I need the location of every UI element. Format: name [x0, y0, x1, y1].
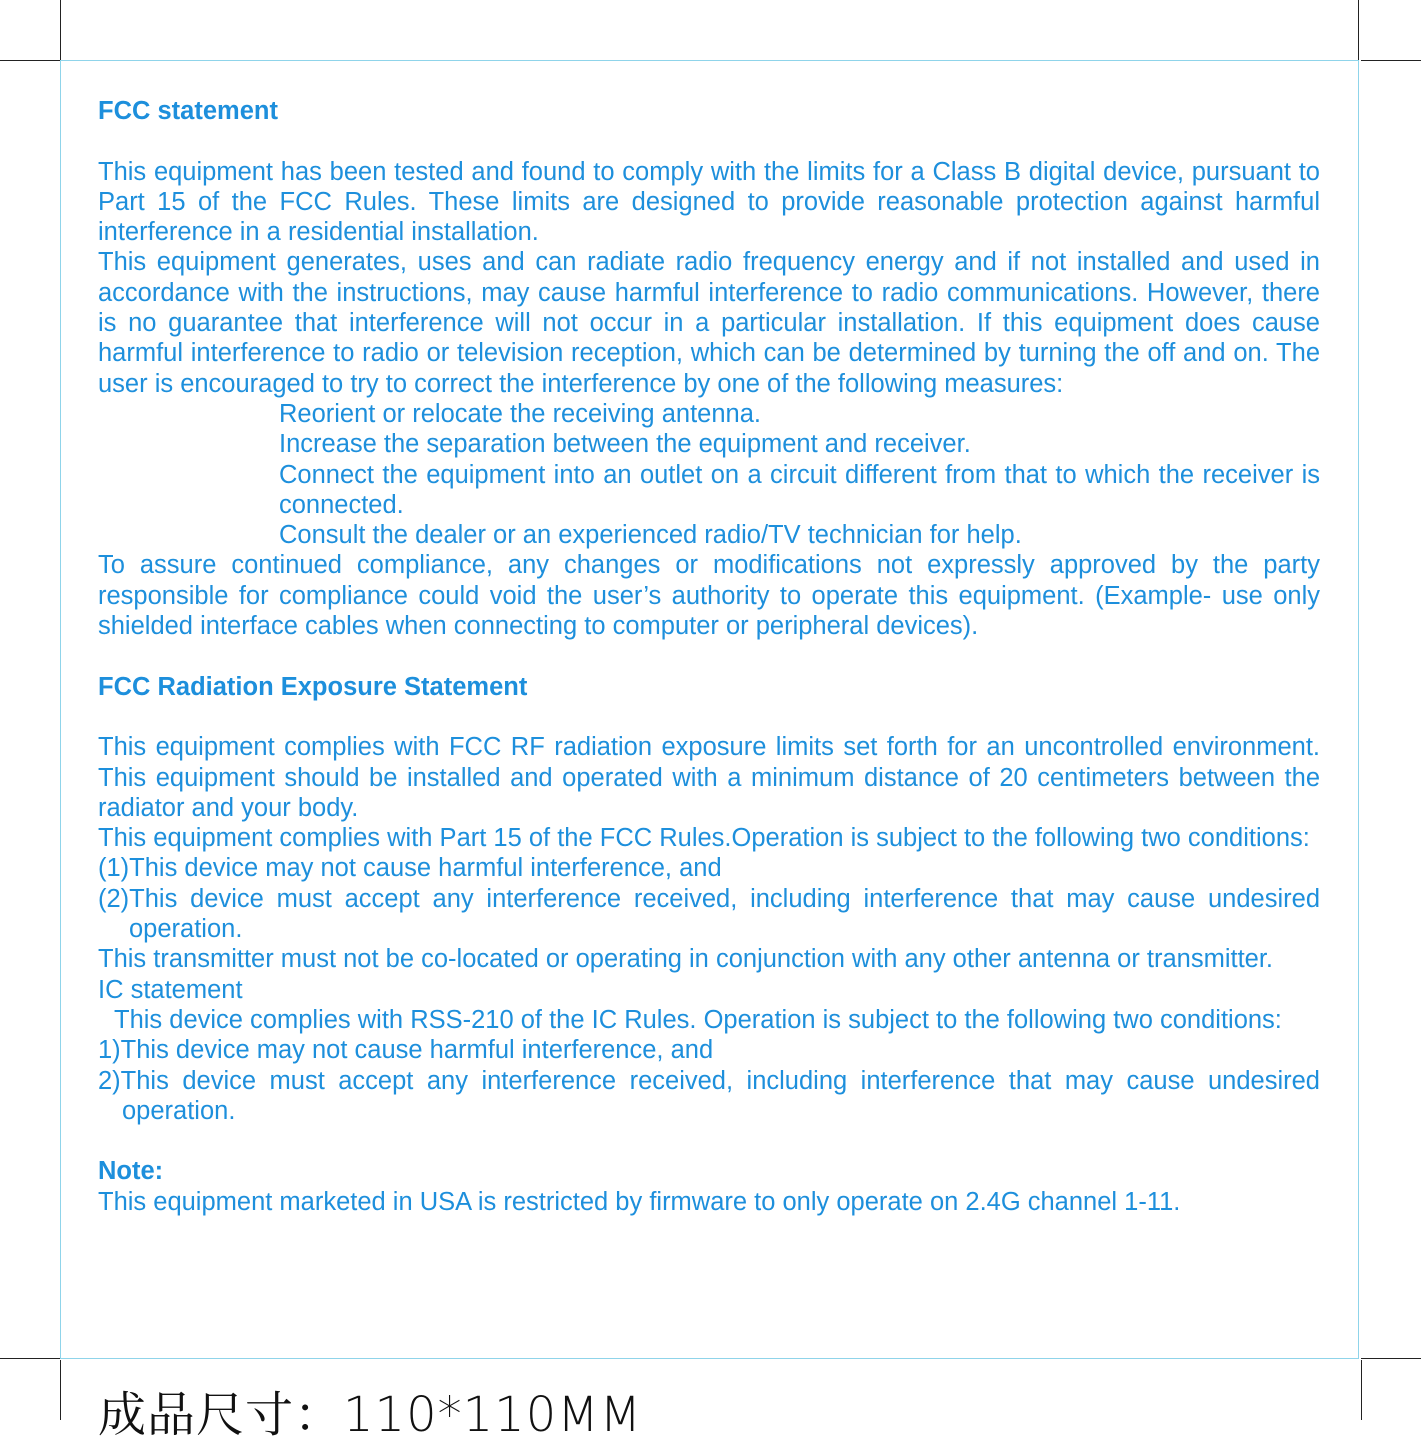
fcc-statement-paragraph: This equipment has been tested and found to comply with the limits for a Class B digital device, pursuant to Part 15 of the FCC Rules. These limits are designed to provide reasonable protection against harmful interference in a residential installation. [98, 157, 1320, 247]
crop-mark [1361, 60, 1421, 61]
measure-item: Connect the equipment into an outlet on a circuit different from that to which the receiver is connected. [279, 460, 1320, 519]
condition-item: (1)This device may not cause harmful interference, and [98, 854, 722, 883]
fcc-radiation-heading: FCC Radiation Exposure Statement [98, 672, 528, 701]
ic-statement-paragraph: This device complies with RSS-210 of the IC Rules. Operation is subject to the following two conditions: [114, 1005, 1282, 1034]
fcc-radiation-paragraph: This equipment complies with FCC RF radiation exposure limits set forth for an uncontrolled environment. This equipment should be installed and operated with a minimum distance of 20 centimeters between the radiator and your body. [98, 733, 1320, 822]
note-heading: Note: [98, 1157, 164, 1186]
measure-item: Consult the dealer or an experienced radio/TV technician for help. [279, 521, 1022, 550]
spacer [98, 702, 1320, 732]
measure-item: Reorient or relocate the receiving antenna. [279, 399, 761, 428]
condition-item: 2)This device must accept any interference received, including interference that may cause undesired operation. [98, 1066, 1320, 1125]
fcc-statement-heading: FCC statement [98, 97, 278, 125]
document-body [98, 96, 1320, 1217]
fcc-statement-paragraph: This equipment generates, uses and can radiate radio frequency energy and if not installed and used in accordance with the instructions, may cause harmful interference to radio communications. However, there is no guarantee that interference will not occur in a particular installation. If this equipment does cause harmful interference to radio or television reception, which can be determined by turning the off and on. The user is encouraged to try to correct the interference by one of the following measures: [98, 248, 1320, 398]
crop-mark [1358, 0, 1359, 60]
fcc-radiation-paragraph: This equipment complies with Part 15 of the FCC Rules.Operation is subject to the following two conditions: [98, 824, 1310, 853]
measures-list [98, 399, 1320, 550]
crop-mark [1361, 1358, 1421, 1359]
crop-mark [60, 1360, 61, 1420]
spacer [98, 641, 1320, 671]
condition-item: (2)This device must accept any interference received, including interference that may cause undesired operation. [98, 884, 1320, 944]
crop-mark [0, 1358, 60, 1359]
crop-mark [0, 60, 60, 61]
note-paragraph: This equipment marketed in USA is restricted by firmware to only operate on 2.4G channel 1-11. [98, 1187, 1181, 1216]
ic-statement-heading: IC statement [98, 975, 243, 1004]
spacer [98, 126, 1320, 156]
finished-size-label: 成品尺寸：110*110MM [98, 1387, 643, 1443]
spacer [98, 1126, 1320, 1156]
fcc-radiation-paragraph: This transmitter must not be co-located or operating in conjunction with any other antenna or transmitter. [98, 945, 1274, 974]
crop-mark [60, 0, 61, 60]
crop-mark [1361, 1360, 1362, 1420]
measure-item: Increase the separation between the equipment and receiver. [279, 430, 971, 459]
condition-item: 1)This device may not cause harmful interference, and [98, 1036, 714, 1065]
fcc-statement-paragraph: To assure continued compliance, any changes or modifications not expressly approved by the party responsible for compliance could void the user’s authority to operate this equipment. (Example- use only shielded interface cables when connecting to computer or peripheral devices). [98, 551, 1320, 641]
